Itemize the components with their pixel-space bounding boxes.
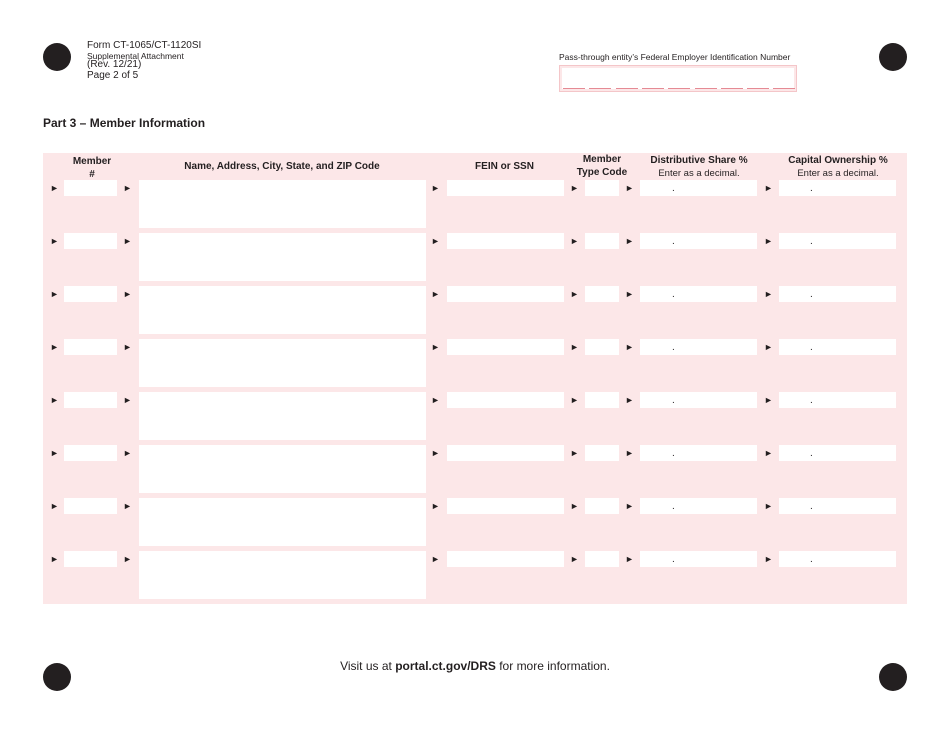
fein-ssn-input[interactable] — [447, 445, 564, 461]
member-row — [43, 445, 907, 498]
capital-ownership-input[interactable] — [779, 445, 896, 461]
form-header — [87, 41, 201, 81]
column-header-capital-ownership — [778, 155, 898, 179]
decimal-point: . — [672, 342, 675, 353]
capital-ownership-input[interactable] — [779, 286, 896, 302]
name-address-input[interactable] — [139, 551, 426, 599]
arrow-icon: ► — [764, 236, 773, 246]
name-address-input[interactable] — [139, 339, 426, 387]
form-subtitle: Supplemental Attachment — [87, 50, 184, 61]
arrow-icon: ► — [431, 236, 440, 246]
capital-ownership-input[interactable] — [779, 551, 896, 567]
member-type-code-input[interactable] — [585, 180, 619, 196]
arrow-icon: ► — [764, 448, 773, 458]
member-type-code-input[interactable] — [585, 339, 619, 355]
part-title: Part 3 – Member Information — [43, 116, 206, 130]
column-header-text: FEIN or SSN — [475, 161, 534, 172]
fein-ssn-input[interactable] — [447, 180, 564, 196]
distributive-share-input[interactable] — [640, 392, 757, 408]
arrow-icon: ► — [431, 289, 440, 299]
arrow-icon: ► — [431, 501, 440, 511]
column-header-text: Capital Ownership % — [788, 155, 888, 166]
arrow-icon: ► — [625, 289, 634, 299]
distributive-share-input[interactable] — [640, 551, 757, 567]
name-address-input[interactable] — [139, 286, 426, 334]
decimal-point: . — [810, 448, 813, 459]
name-address-input[interactable] — [139, 498, 426, 546]
arrow-icon: ► — [625, 448, 634, 458]
column-header-distributive-share — [639, 155, 759, 179]
fein-digit-line — [695, 88, 717, 89]
fein-digit-line — [589, 88, 611, 89]
arrow-icon: ► — [764, 395, 773, 405]
decimal-point: . — [810, 395, 813, 406]
member-type-code-input[interactable] — [585, 551, 619, 567]
arrow-icon: ► — [123, 395, 132, 405]
member-number-input[interactable] — [64, 339, 117, 355]
distributive-share-input[interactable] — [640, 339, 757, 355]
decimal-point: . — [672, 236, 675, 247]
decimal-point: . — [672, 183, 675, 194]
arrow-icon: ► — [625, 395, 634, 405]
arrow-icon: ► — [570, 554, 579, 564]
arrow-icon: ► — [625, 342, 634, 352]
column-header-subtext: Enter as a decimal. — [658, 167, 740, 179]
member-row — [43, 286, 907, 339]
member-number-input[interactable] — [64, 392, 117, 408]
fein-digit-line — [747, 88, 769, 89]
arrow-icon: ► — [123, 289, 132, 299]
member-number-input[interactable] — [64, 286, 117, 302]
member-information-table — [43, 153, 907, 604]
capital-ownership-input[interactable] — [779, 233, 896, 249]
page-number: Page 2 of 5 — [87, 69, 139, 81]
fein-digit-line — [721, 88, 743, 89]
name-address-input[interactable] — [139, 180, 426, 228]
distributive-share-input[interactable] — [640, 233, 757, 249]
name-address-input[interactable] — [139, 233, 426, 281]
column-header-text: Name, Address, City, State, and ZIP Code — [184, 161, 380, 172]
registration-mark-top-right — [879, 43, 907, 71]
form-id: Form CT-1065/CT-1120SI — [87, 40, 202, 51]
fein-digit-line — [668, 88, 690, 89]
arrow-icon: ► — [431, 448, 440, 458]
fein-ssn-input[interactable] — [447, 551, 564, 567]
arrow-icon: ► — [431, 554, 440, 564]
capital-ownership-input[interactable] — [779, 339, 896, 355]
fein-ssn-input[interactable] — [447, 233, 564, 249]
arrow-icon: ► — [625, 183, 634, 193]
footer-text: Visit us at — [340, 659, 396, 673]
fein-digit-line — [642, 88, 664, 89]
column-header-member-type — [570, 154, 634, 179]
member-row — [43, 392, 907, 445]
distributive-share-input[interactable] — [640, 445, 757, 461]
arrow-icon: ► — [625, 554, 634, 564]
arrow-icon: ► — [570, 289, 579, 299]
arrow-icon: ► — [50, 289, 59, 299]
arrow-icon: ► — [123, 448, 132, 458]
decimal-point: . — [672, 448, 675, 459]
decimal-point: . — [810, 289, 813, 300]
fein-input[interactable] — [559, 65, 797, 92]
column-header-fein-ssn — [446, 161, 563, 174]
member-row — [43, 233, 907, 286]
arrow-icon: ► — [123, 183, 132, 193]
distributive-share-input[interactable] — [640, 286, 757, 302]
column-header-subtext: Enter as a decimal. — [797, 167, 879, 179]
fein-ssn-input[interactable] — [447, 286, 564, 302]
member-number-input[interactable] — [64, 180, 117, 196]
arrow-icon: ► — [50, 236, 59, 246]
decimal-point: . — [672, 289, 675, 300]
column-header-text: Member — [582, 154, 622, 165]
member-type-code-input[interactable] — [585, 392, 619, 408]
capital-ownership-input[interactable] — [779, 392, 896, 408]
footer-link[interactable]: portal.ct.gov/DRS — [395, 659, 496, 673]
arrow-icon: ► — [50, 501, 59, 511]
arrow-icon: ► — [50, 395, 59, 405]
fein-input-area[interactable] — [562, 68, 794, 89]
decimal-point: . — [810, 183, 813, 194]
fein-digit-line — [563, 88, 585, 89]
member-row — [43, 498, 907, 551]
capital-ownership-input[interactable] — [779, 180, 896, 196]
member-type-code-input[interactable] — [585, 498, 619, 514]
arrow-icon: ► — [431, 395, 440, 405]
arrow-icon: ► — [50, 554, 59, 564]
column-header-member-number — [65, 156, 119, 181]
registration-mark-top-left — [43, 43, 71, 71]
member-row — [43, 551, 907, 604]
footer — [0, 659, 950, 673]
member-type-code-input[interactable] — [585, 233, 619, 249]
arrow-icon: ► — [764, 289, 773, 299]
arrow-icon: ► — [431, 342, 440, 352]
arrow-icon: ► — [123, 236, 132, 246]
arrow-icon: ► — [764, 501, 773, 511]
member-row — [43, 339, 907, 392]
column-header-text: Type Code — [576, 166, 628, 178]
arrow-icon: ► — [570, 501, 579, 511]
column-header-name-address — [139, 161, 425, 174]
decimal-point: . — [810, 501, 813, 512]
column-header-text: Distributive Share % — [650, 155, 748, 166]
arrow-icon: ► — [50, 448, 59, 458]
fein-ssn-input[interactable] — [447, 498, 564, 514]
arrow-icon: ► — [50, 183, 59, 193]
arrow-icon: ► — [431, 183, 440, 193]
distributive-share-input[interactable] — [640, 180, 757, 196]
decimal-point: . — [810, 236, 813, 247]
arrow-icon: ► — [570, 395, 579, 405]
member-type-code-input[interactable] — [585, 286, 619, 302]
member-number-input[interactable] — [64, 233, 117, 249]
arrow-icon: ► — [50, 342, 59, 352]
member-type-code-input[interactable] — [585, 445, 619, 461]
arrow-icon: ► — [570, 236, 579, 246]
arrow-icon: ► — [570, 342, 579, 352]
arrow-icon: ► — [764, 554, 773, 564]
member-number-input[interactable] — [64, 551, 117, 567]
arrow-icon: ► — [625, 501, 634, 511]
decimal-point: . — [810, 554, 813, 565]
decimal-point: . — [672, 395, 675, 406]
column-header-text: Member — [72, 156, 112, 167]
decimal-point: . — [672, 554, 675, 565]
member-row — [43, 180, 907, 233]
footer-text: for more information. — [495, 659, 610, 673]
member-number-input[interactable] — [64, 498, 117, 514]
column-header-text: # — [89, 168, 95, 180]
arrow-icon: ► — [123, 342, 132, 352]
distributive-share-input[interactable] — [640, 498, 757, 514]
decimal-point: . — [810, 342, 813, 353]
fein-digit-line — [616, 88, 638, 89]
capital-ownership-input[interactable] — [779, 498, 896, 514]
member-number-input[interactable] — [64, 445, 117, 461]
fein-label: Pass-through entity’s Federal Employer Identification Number — [559, 52, 791, 62]
arrow-icon: ► — [764, 183, 773, 193]
name-address-input[interactable] — [139, 445, 426, 493]
fein-ssn-input[interactable] — [447, 339, 564, 355]
arrow-icon: ► — [764, 342, 773, 352]
fein-ssn-input[interactable] — [447, 392, 564, 408]
arrow-icon: ► — [570, 183, 579, 193]
arrow-icon: ► — [570, 448, 579, 458]
arrow-icon: ► — [625, 236, 634, 246]
form-revision: (Rev. 12/21) — [87, 59, 142, 71]
name-address-input[interactable] — [139, 392, 426, 440]
arrow-icon: ► — [123, 554, 132, 564]
arrow-icon: ► — [123, 501, 132, 511]
fein-digit-line — [773, 88, 795, 89]
decimal-point: . — [672, 501, 675, 512]
